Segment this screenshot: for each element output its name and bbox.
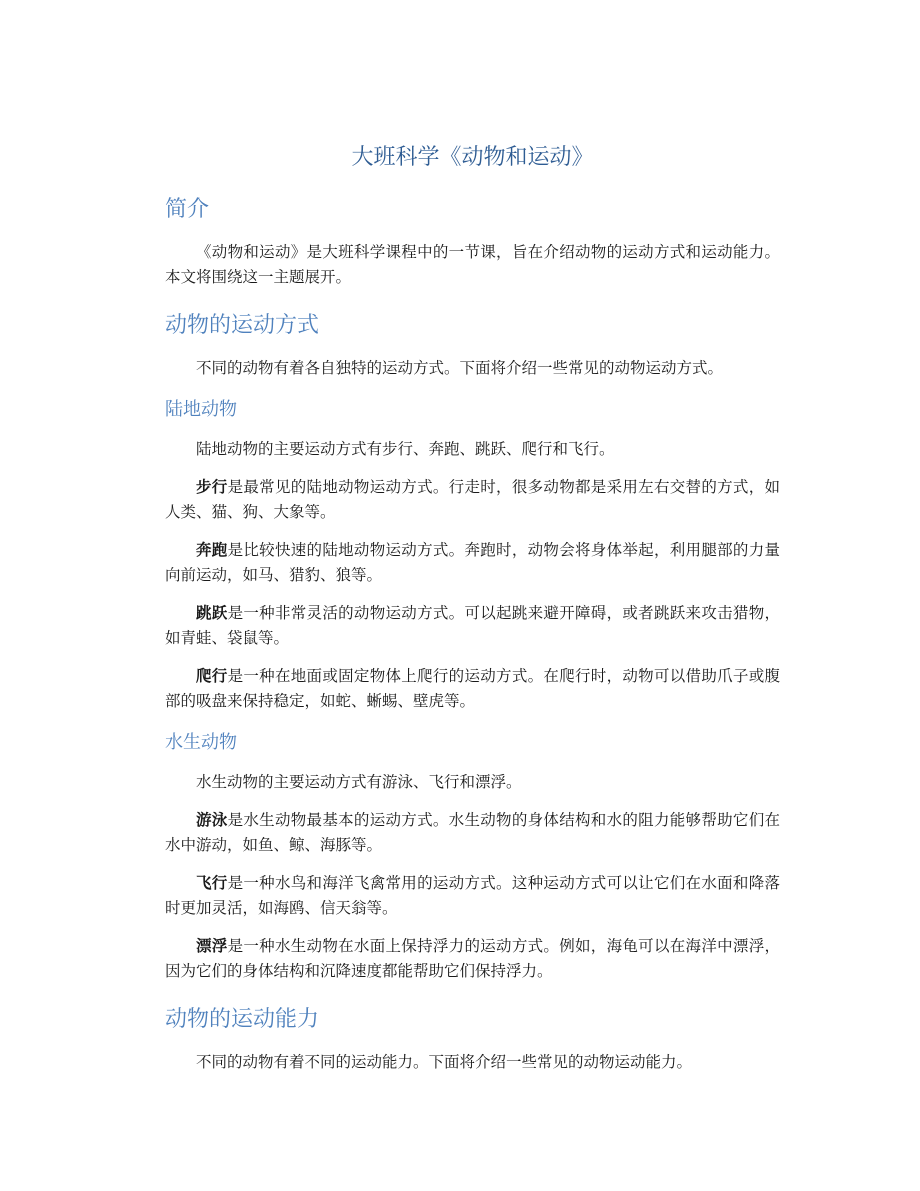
paragraph-movement: 不同的动物有着各自独特的运动方式。下面将介绍一些常见的动物运动方式。 — [196, 359, 724, 377]
text-run: 是比较快速的陆地动物运动方式。奔跑时，动物会将身体举起，利用腿部的力量向前运动，如马、猎豹、狼等。 — [165, 541, 780, 584]
paragraph-run — [165, 537, 780, 588]
term-run: 奔跑 — [196, 540, 228, 559]
term-jump: 跳跃 — [196, 603, 228, 622]
paragraph-swim — [165, 807, 780, 858]
heading-land-animals: 陆地动物 — [165, 399, 237, 420]
term-float: 漂浮 — [196, 936, 228, 955]
document-body — [165, 140, 780, 1087]
paragraph-jump — [165, 600, 780, 651]
text-jump: 是一种非常灵活的动物运动方式。可以起跳来避开障碍，或者跳跃来攻击猎物，如青蛙、袋鼠等。 — [165, 604, 780, 647]
document-title: 大班科学《动物和运动》 — [351, 145, 594, 170]
paragraph-water-animals: 水生动物的主要运动方式有游泳、飞行和漂浮。 — [196, 773, 522, 791]
paragraph-fly — [165, 870, 780, 921]
heading-ability: 动物的运动能力 — [165, 1007, 320, 1032]
text-swim: 是水生动物最基本的运动方式。水生动物的身体结构和水的阻力能够帮助它们在水中游动，如鱼、鲸、海豚等。 — [165, 811, 780, 854]
text-crawl: 是一种在地面或固定物体上爬行的运动方式。在爬行时，动物可以借助爪子或腹部的吸盘来保持稳定，如蛇、蜥蜴、壁虎等。 — [165, 667, 780, 710]
paragraph-crawl — [165, 663, 780, 714]
paragraph-land-animals: 陆地动物的主要运动方式有步行、奔跑、跳跃、爬行和飞行。 — [196, 440, 615, 458]
paragraph-intro: 《动物和运动》是大班科学课程中的一节课，旨在介绍动物的运动方式和运动能力。本文将围绕这一主题展开。 — [165, 243, 780, 286]
text-float: 是一种水生动物在水面上保持浮力的运动方式。例如，海龟可以在海洋中漂浮，因为它们的身体结构和沉降速度都能帮助它们保持浮力。 — [165, 937, 780, 980]
text-fly: 是一种水鸟和海洋飞禽常用的运动方式。这种运动方式可以让它们在水面和降落时更加灵活，如海鸥、信天翁等。 — [165, 874, 780, 917]
term-walk: 步行 — [196, 477, 228, 496]
heading-water-animals: 水生动物 — [165, 732, 237, 753]
term-fly: 飞行 — [196, 873, 228, 892]
paragraph-float — [165, 933, 780, 984]
term-crawl: 爬行 — [196, 666, 228, 685]
paragraph-walk — [165, 474, 780, 525]
term-swim: 游泳 — [196, 810, 228, 829]
heading-movement: 动物的运动方式 — [165, 313, 320, 338]
paragraph-ability: 不同的动物有着不同的运动能力。下面将介绍一些常见的动物运动能力。 — [196, 1053, 693, 1071]
text-walk: 是最常见的陆地动物运动方式。行走时，很多动物都是采用左右交替的方式，如人类、猫、狗、大象等。 — [165, 478, 780, 521]
heading-intro: 简介 — [165, 197, 210, 222]
